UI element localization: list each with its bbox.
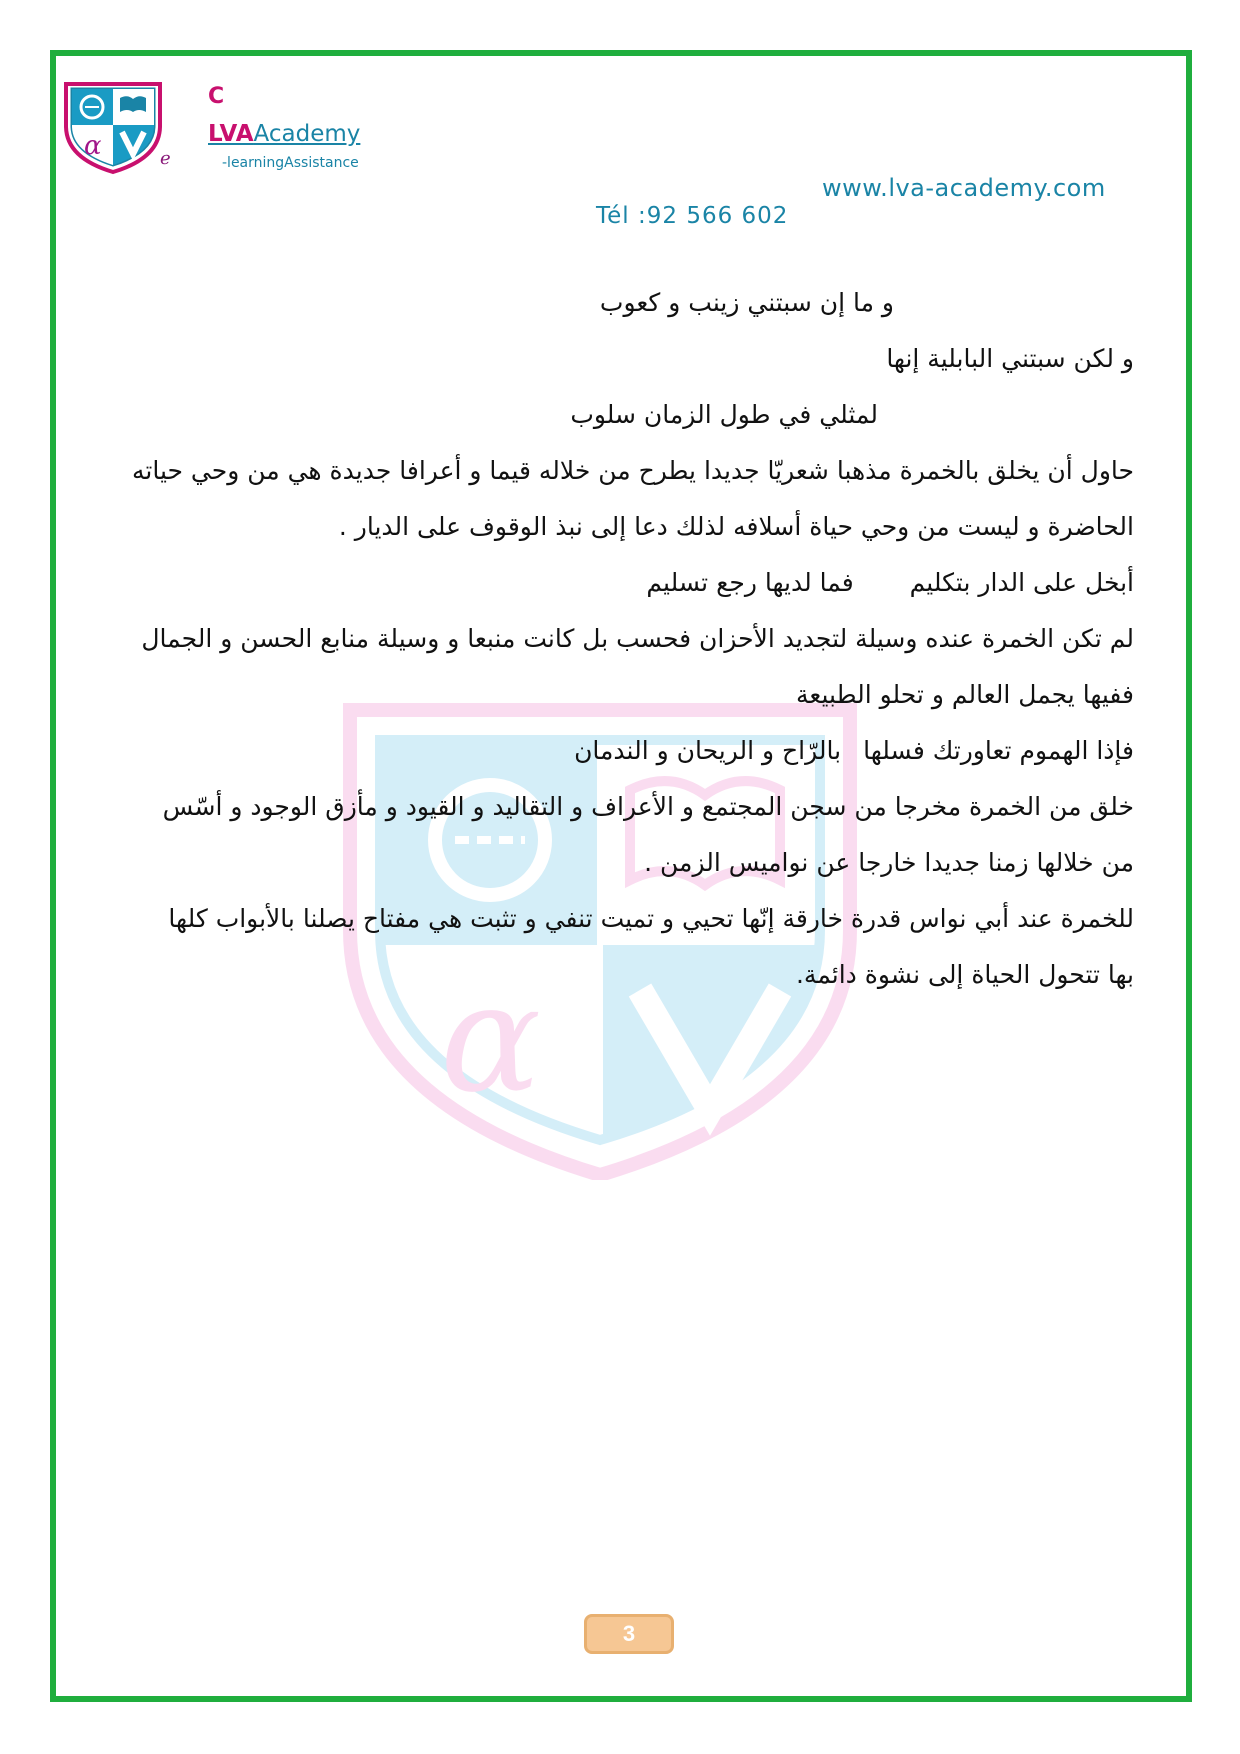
verse-hemistich: فإذا الهموم تعاورتك فسلها xyxy=(863,736,1134,765)
brand-initial: C xyxy=(208,84,225,109)
verse-hemistich: أبخل على الدار بتكليم xyxy=(909,568,1134,597)
logo-letter-e: e xyxy=(160,148,171,169)
verse-line xyxy=(574,736,1134,765)
text-line: و لكن سبتني البابلية إنها xyxy=(886,344,1134,373)
text-line: للخمرة عند أبي نواس قدرة خارقة إنّها تحيي و تميت تنفي و تثبت هي مفتاح يصلنا بالأبواب كلها xyxy=(168,904,1134,933)
text-line: لمثلي في طول الزمان سلوب xyxy=(570,400,878,429)
text-line: الحاضرة و ليست من وحي حياة أسلافه لذلك دعا إلى نبذ الوقوف على الديار . xyxy=(338,512,1134,541)
website-link[interactable]: www.lva-academy.com xyxy=(822,174,1106,202)
verse-hemistich: بالرّاح و الريحان و الندمان xyxy=(574,736,842,765)
brand-name xyxy=(208,121,360,147)
brand-lva: LVA xyxy=(208,121,254,147)
text-line: و ما إن سبتني زينب و كعوب xyxy=(599,288,894,317)
text-line: حاول أن يخلق بالخمرة مذهبا شعريّا جديدا يطرح من خلاله قيما و أعرافا جديدة هي من وحي حياته xyxy=(131,456,1134,485)
telephone: Tél :92 566 602 xyxy=(596,203,789,229)
text-line: ففيها يجمل العالم و تحلو الطبيعة xyxy=(796,680,1134,709)
lva-logo-icon xyxy=(58,76,168,176)
brand-academy: Academy xyxy=(253,121,361,147)
logo-watermark-icon xyxy=(340,700,860,1180)
brand-tagline: -learningAssistance xyxy=(222,155,359,171)
verse-hemistich: فما لديها رجع تسليم xyxy=(646,568,854,597)
svg-text:α: α xyxy=(440,952,542,1126)
page-number-badge: 3 xyxy=(584,1614,674,1654)
svg-text:α: α xyxy=(84,131,102,161)
text-line: خلق من الخمرة مخرجا من سجن المجتمع و الأعراف و التقاليد و القيود و مأزق الوجود و أسّس xyxy=(162,792,1134,821)
text-line: لم تكن الخمرة عنده وسيلة لتجديد الأحزان فحسب بل كانت منبعا و وسيلة منابع الحسن و الجمال xyxy=(141,624,1134,653)
verse-line xyxy=(646,568,1134,597)
text-line: بها تتحول الحياة إلى نشوة دائمة. xyxy=(795,960,1134,989)
text-line: من خلالها زمنا جديدا خارجا عن نواميس الزمن . xyxy=(644,848,1134,877)
